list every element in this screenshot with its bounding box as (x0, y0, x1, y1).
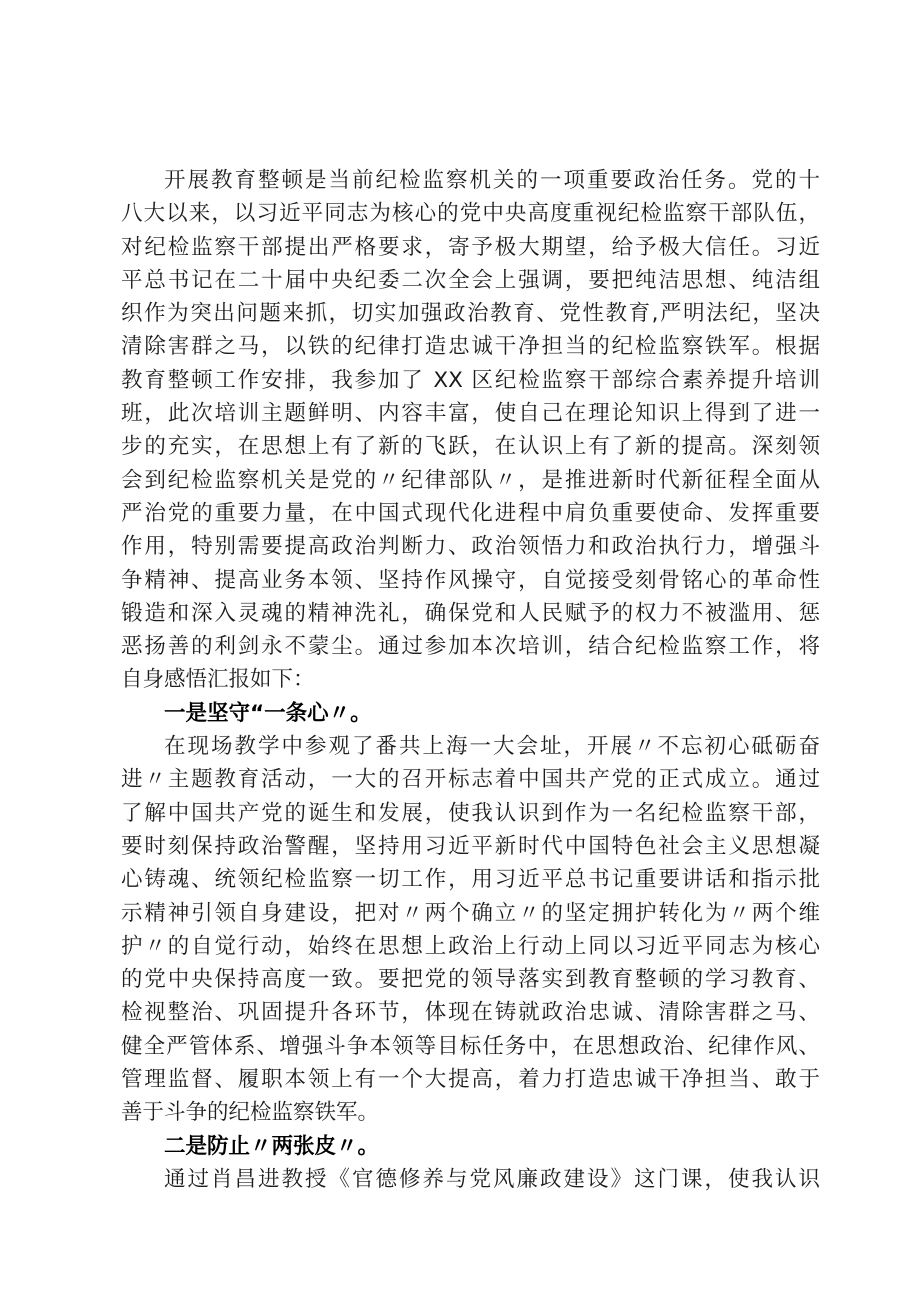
section-heading-2: 二是防止〃两张皮〃。 (164, 1133, 380, 1159)
text-line: 善于斗争的纪检监察铁军。 (121, 1100, 380, 1126)
text-line: 班，此次培训主题鲜明、内容丰富，使自己在理论知识上得到了进一 (121, 401, 820, 427)
text-line: 的党中央保持高度一致。要把党的领导落实到教育整顿的学习教育、 (121, 967, 820, 993)
text-line: 恶扬善的利剑永不蒙尘。通过参加本次培训，结合纪检监察工作，将 (121, 634, 820, 660)
text-line: 管理监督、履职本领上有一个大提高，着力打造忠诚干净担当、敢于 (121, 1067, 820, 1093)
text-line: 清除害群之马，以铁的纪律打造忠诚干净担当的纪检监察铁军。根据 (121, 334, 820, 360)
text-line: 教育整顿工作安排，我参加了 XX 区纪检监察干部综合素养提升培训 (121, 367, 820, 393)
section-2-paragraph (121, 1163, 820, 1196)
text-line: 了解中国共产党的诞生和发展，使我认识到作为一名纪检监察干部， (121, 800, 820, 826)
text-line: 要时刻保持政治警醒，坚持用习近平新时代中国特色社会主义思想凝 (121, 833, 820, 859)
text-line: 步的充实，在思想上有了新的飞跃，在认识上有了新的提高。深刻领 (121, 434, 820, 460)
section-heading-1: 一是坚守“一条心〃。 (164, 700, 372, 726)
text-line: 健全严管体系、增强斗争本领等目标任务中，在思想政治、纪律作风、 (121, 1033, 820, 1059)
text-line: 开展教育整顿是当前纪检监察机关的一项重要政治任务。党的十 (164, 168, 820, 193)
text-line: 会到纪检监察机关是党的〃纪律部队〃，是推进新时代新征程全面从 (121, 467, 820, 493)
text-line: 进〃主题教育活动，一大的召开标志着中国共产党的正式成立。通过 (121, 767, 820, 793)
intro-paragraph (121, 164, 820, 697)
text-line: 护〃的自觉行动，始终在思想上政治上行动上同以习近平同志为核心 (121, 933, 820, 959)
text-line: 检视整治、巩固提升各环节，体现在铸就政治忠诚、清除害群之马、 (121, 1000, 820, 1026)
text-line: 对纪检监察干部提出严格要求，寄予极大期望，给予极大信任。习近 (121, 234, 820, 260)
text-line: 严治党的重要力量，在中国式现代化进程中肩负重要使命、发挥重要 (121, 500, 820, 526)
text-line: 自身感悟汇报如下： (121, 667, 315, 693)
document-body (121, 164, 820, 1196)
text-line: 心铸魂、统领纪检监察一切工作，用习近平总书记重要讲话和指示批 (121, 867, 820, 893)
text-line: 锻造和深入灵魂的精神洗礼，确保党和人民赋予的权力不被滥用、惩 (121, 600, 820, 626)
text-line: 织作为突出问题来抓，切实加强政治教育、党性教育,严明法纪，坚决 (121, 301, 820, 327)
text-line: 平总书记在二十届中央纪委二次全会上强调，要把纯洁思想、纯洁组 (121, 267, 820, 293)
text-line: 八大以来，以习近平同志为核心的党中央高度重视纪检监察干部队伍， (121, 201, 820, 227)
text-line: 示精神引领自身建设，把对〃两个确立〃的坚定拥护转化为〃两个维 (121, 900, 820, 926)
section-1-paragraph (121, 730, 820, 1130)
text-line: 通过肖昌进教授《官德修养与党风廉政建设》这门课，使我认识 (164, 1166, 820, 1192)
text-line: 争精神、提高业务本领、坚持作风操守，自觉接受刻骨铭心的革命性 (121, 567, 820, 593)
text-line: 在现场教学中参观了番共上海一大会址，开展〃不忘初心砥砺奋 (164, 734, 820, 760)
text-line: 作用，特别需要提高政治判断力、政治领悟力和政治执行力，增强斗 (121, 534, 820, 560)
